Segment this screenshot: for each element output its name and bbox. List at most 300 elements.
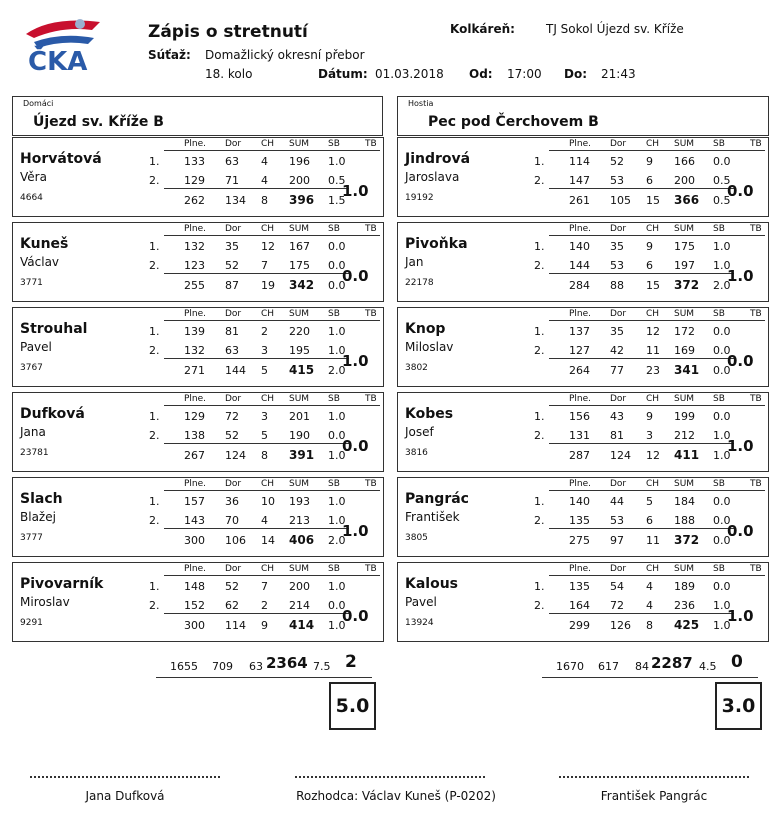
round-cell: 137 [569, 325, 590, 338]
header-line [549, 150, 765, 151]
player-surname: Kuneš [20, 236, 69, 252]
round-cell: 52 [225, 580, 239, 593]
player-firstname: Jana [20, 425, 46, 439]
sum-cell: 14 [261, 534, 275, 547]
column-header: TB [750, 564, 762, 574]
column-header: TB [750, 394, 762, 404]
svg-text:ČKA: ČKA [28, 47, 88, 74]
column-header: Dor [225, 564, 242, 574]
column-header: SUM [289, 564, 310, 574]
round-cell: 63 [225, 344, 239, 357]
round-number: 1. [534, 240, 545, 253]
sum-cell: 372 [674, 533, 700, 547]
column-header: TB [750, 309, 762, 319]
round-cell: 220 [289, 325, 310, 338]
player-firstname: Jaroslava [405, 170, 460, 184]
home-signature-line [30, 776, 220, 778]
round-cell: 36 [225, 495, 239, 508]
away-points: 3.0 [715, 682, 762, 730]
sum-cell: 284 [569, 279, 590, 292]
round-cell: 3 [261, 410, 268, 423]
sum-cell: 1.0 [328, 619, 346, 632]
player-firstname: Václav [20, 255, 60, 269]
round-number: 2. [149, 259, 160, 272]
player-id: 19192 [405, 193, 434, 203]
sum-cell: 8 [261, 194, 268, 207]
round-cell: 1.0 [328, 325, 346, 338]
home-player-card [12, 477, 384, 557]
round-cell: 54 [610, 580, 624, 593]
header-line [164, 150, 380, 151]
sum-cell: 12 [646, 449, 660, 462]
column-header: CH [261, 139, 275, 149]
header-line [549, 575, 765, 576]
column-header: TB [365, 394, 377, 404]
round-cell: 129 [184, 410, 205, 423]
round-cell: 53 [610, 514, 624, 527]
round-cell: 135 [569, 580, 590, 593]
away-total-ch: 84 [635, 660, 649, 673]
player-id: 22178 [405, 278, 434, 288]
column-header: SUM [674, 564, 695, 574]
player-tb: 1.0 [727, 437, 754, 455]
column-header: CH [261, 564, 275, 574]
round-number: 2. [534, 174, 545, 187]
sum-line [549, 188, 734, 189]
home-player-card [12, 307, 384, 387]
home-player-card [12, 562, 384, 642]
sum-cell: 15 [646, 194, 660, 207]
round-cell: 11 [646, 344, 660, 357]
round-cell: 0.0 [328, 599, 346, 612]
round-cell: 12 [261, 240, 275, 253]
kolkaren-value: TJ Sokol Újezd sv. Kříže [546, 22, 684, 36]
home-team-name: Újezd sv. Kříže B [33, 114, 164, 130]
sum-cell: 411 [674, 448, 700, 462]
round-cell: 0.0 [328, 259, 346, 272]
player-firstname: Pavel [405, 595, 437, 609]
away-label: Hostia [408, 99, 434, 108]
round-cell: 114 [569, 155, 590, 168]
sum-cell: 23 [646, 364, 660, 377]
round-number: 2. [149, 344, 160, 357]
sum-line [164, 613, 349, 614]
round-cell: 1.0 [713, 599, 731, 612]
column-header: Dor [610, 139, 627, 149]
column-header: Plne. [184, 564, 207, 574]
home-total-sb: 7.5 [313, 660, 331, 673]
sum-cell: 2.0 [713, 279, 731, 292]
sum-cell: 372 [674, 278, 700, 292]
round-cell: 172 [674, 325, 695, 338]
round-cell: 63 [225, 155, 239, 168]
home-player-card [12, 137, 384, 217]
column-header: Dor [225, 479, 242, 489]
sum-cell: 261 [569, 194, 590, 207]
away-player-card [397, 137, 769, 217]
round-number: 1. [149, 495, 160, 508]
kolo-value: 18. kolo [205, 67, 253, 81]
round-cell: 166 [674, 155, 695, 168]
player-firstname: Jan [405, 255, 424, 269]
round-number: 1. [534, 155, 545, 168]
player-surname: Pivovarník [20, 576, 104, 592]
sum-cell: 105 [610, 194, 631, 207]
header-line [549, 405, 765, 406]
sum-line [164, 188, 349, 189]
player-id: 9291 [20, 618, 43, 628]
round-cell: 199 [674, 410, 695, 423]
sum-line [549, 273, 734, 274]
round-cell: 5 [261, 429, 268, 442]
round-cell: 70 [225, 514, 239, 527]
round-cell: 195 [289, 344, 310, 357]
sum-cell: 1.0 [328, 449, 346, 462]
column-header: SB [328, 564, 340, 574]
column-header: TB [365, 309, 377, 319]
round-cell: 167 [289, 240, 310, 253]
sum-cell: 124 [610, 449, 631, 462]
round-cell: 131 [569, 429, 590, 442]
column-header: Plne. [184, 139, 207, 149]
round-cell: 44 [610, 495, 624, 508]
round-cell: 81 [610, 429, 624, 442]
player-firstname: Blažej [20, 510, 56, 524]
player-id: 3805 [405, 533, 428, 543]
header-line [164, 405, 380, 406]
away-total-tb: 0 [731, 652, 743, 672]
away-player-card [397, 392, 769, 472]
round-number: 2. [534, 344, 545, 357]
round-cell: 7 [261, 259, 268, 272]
player-id: 3777 [20, 533, 43, 543]
column-header: Plne. [569, 139, 592, 149]
round-cell: 52 [610, 155, 624, 168]
away-captain-name: František Pangrác [600, 789, 708, 803]
column-header: CH [646, 479, 660, 489]
round-cell: 1.0 [328, 580, 346, 593]
away-signature-line [559, 776, 749, 778]
column-header: SB [713, 139, 725, 149]
round-cell: 3 [261, 344, 268, 357]
column-header: SB [328, 224, 340, 234]
column-header: Dor [225, 139, 242, 149]
player-firstname: Miloslav [405, 340, 454, 354]
round-cell: 4 [261, 514, 268, 527]
round-cell: 0.0 [328, 240, 346, 253]
round-cell: 193 [289, 495, 310, 508]
round-cell: 52 [225, 429, 239, 442]
round-cell: 175 [674, 240, 695, 253]
round-cell: 0.5 [328, 174, 346, 187]
player-surname: Strouhal [20, 321, 88, 337]
round-number: 2. [149, 514, 160, 527]
round-number: 2. [534, 429, 545, 442]
player-tb: 0.0 [342, 437, 369, 455]
datum-value: 01.03.2018 [375, 67, 444, 81]
round-cell: 135 [569, 514, 590, 527]
sum-cell: 414 [289, 618, 315, 632]
sum-cell: 134 [225, 194, 246, 207]
round-cell: 35 [610, 325, 624, 338]
round-cell: 157 [184, 495, 205, 508]
away-player-card [397, 562, 769, 642]
referee-signature-line [295, 776, 485, 778]
round-cell: 0.0 [713, 325, 731, 338]
round-cell: 236 [674, 599, 695, 612]
sum-line [549, 528, 734, 529]
round-cell: 143 [184, 514, 205, 527]
round-cell: 1.0 [328, 410, 346, 423]
sum-cell: 425 [674, 618, 700, 632]
header-line [549, 235, 765, 236]
referee-name: Rozhodca: Václav Kuneš (P-0202) [296, 789, 496, 803]
round-cell: 9 [646, 240, 653, 253]
round-cell: 43 [610, 410, 624, 423]
column-header: Dor [225, 309, 242, 319]
player-surname: Kalous [405, 576, 459, 592]
player-firstname: Pavel [20, 340, 52, 354]
player-tb: 0.0 [727, 182, 754, 200]
round-cell: 0.0 [328, 429, 346, 442]
home-total-line [156, 677, 372, 678]
round-cell: 197 [674, 259, 695, 272]
column-header: TB [750, 224, 762, 234]
sum-line [164, 443, 349, 444]
home-label: Domáci [23, 99, 54, 108]
round-cell: 0.0 [713, 495, 731, 508]
round-cell: 138 [184, 429, 205, 442]
away-total-plne: 1670 [556, 660, 584, 673]
round-cell: 5 [646, 495, 653, 508]
sutaz-value: Domažlický okresní přebor [205, 48, 365, 62]
cka-logo [22, 16, 104, 74]
home-team-box [12, 96, 383, 136]
sum-cell: 1.5 [328, 194, 346, 207]
column-header: Dor [610, 394, 627, 404]
column-header: CH [646, 564, 660, 574]
round-cell: 9 [646, 410, 653, 423]
column-header: SUM [674, 479, 695, 489]
sum-cell: 2.0 [328, 534, 346, 547]
round-cell: 0.0 [713, 344, 731, 357]
sum-cell: 300 [184, 534, 205, 547]
round-number: 1. [149, 580, 160, 593]
player-tb: 1.0 [342, 352, 369, 370]
away-total-sum: 2287 [651, 654, 693, 672]
sum-cell: 262 [184, 194, 205, 207]
sum-cell: 300 [184, 619, 205, 632]
round-cell: 1.0 [328, 155, 346, 168]
sum-cell: 114 [225, 619, 246, 632]
player-id: 3767 [20, 363, 43, 373]
column-header: SUM [674, 139, 695, 149]
round-number: 1. [534, 325, 545, 338]
round-cell: 127 [569, 344, 590, 357]
column-header: SUM [289, 224, 310, 234]
player-id: 3802 [405, 363, 428, 373]
column-header: Dor [610, 564, 627, 574]
sum-cell: 0.5 [713, 194, 731, 207]
round-cell: 72 [610, 599, 624, 612]
round-cell: 53 [610, 174, 624, 187]
player-tb: 0.0 [342, 267, 369, 285]
round-cell: 175 [289, 259, 310, 272]
round-cell: 1.0 [328, 344, 346, 357]
away-total-dor: 617 [598, 660, 619, 673]
column-header: SUM [289, 139, 310, 149]
player-surname: Dufková [20, 406, 85, 422]
column-header: SB [713, 564, 725, 574]
round-cell: 6 [646, 514, 653, 527]
round-cell: 144 [569, 259, 590, 272]
home-total-ch: 63 [249, 660, 263, 673]
column-header: SB [328, 479, 340, 489]
home-total-sum: 2364 [266, 654, 308, 672]
column-header: Dor [610, 224, 627, 234]
column-header: SB [713, 479, 725, 489]
column-header: CH [646, 394, 660, 404]
round-number: 1. [149, 240, 160, 253]
round-cell: 2 [261, 325, 268, 338]
round-cell: 214 [289, 599, 310, 612]
player-firstname: Věra [20, 170, 47, 184]
round-cell: 148 [184, 580, 205, 593]
sum-cell: 0.0 [328, 279, 346, 292]
column-header: SB [328, 309, 340, 319]
player-id: 3816 [405, 448, 428, 458]
column-header: CH [261, 224, 275, 234]
kolkaren-label: Kolkáreň: [450, 22, 515, 36]
round-cell: 133 [184, 155, 205, 168]
column-header: Plne. [184, 309, 207, 319]
do-value: 21:43 [601, 67, 636, 81]
do-label: Do: [564, 67, 588, 81]
round-cell: 123 [184, 259, 205, 272]
sum-cell: 255 [184, 279, 205, 292]
round-number: 2. [149, 174, 160, 187]
round-cell: 0.0 [713, 514, 731, 527]
round-cell: 35 [610, 240, 624, 253]
away-player-card [397, 307, 769, 387]
player-tb: 1.0 [727, 607, 754, 625]
round-cell: 201 [289, 410, 310, 423]
header-line [549, 320, 765, 321]
sum-cell: 406 [289, 533, 315, 547]
round-cell: 12 [646, 325, 660, 338]
sum-cell: 88 [610, 279, 624, 292]
round-number: 2. [534, 259, 545, 272]
round-cell: 213 [289, 514, 310, 527]
round-cell: 139 [184, 325, 205, 338]
player-surname: Kobes [405, 406, 454, 422]
player-surname: Horvátová [20, 151, 102, 167]
sum-cell: 15 [646, 279, 660, 292]
round-cell: 200 [289, 174, 310, 187]
sum-cell: 267 [184, 449, 205, 462]
sum-cell: 1.0 [713, 449, 731, 462]
column-header: SUM [289, 309, 310, 319]
round-cell: 81 [225, 325, 239, 338]
sum-cell: 391 [289, 448, 315, 462]
round-number: 1. [149, 325, 160, 338]
round-number: 1. [149, 155, 160, 168]
home-total-dor: 709 [212, 660, 233, 673]
sum-cell: 87 [225, 279, 239, 292]
player-surname: Jindrová [405, 151, 471, 167]
round-cell: 189 [674, 580, 695, 593]
column-header: Dor [610, 309, 627, 319]
sum-line [164, 528, 349, 529]
away-total-sb: 4.5 [699, 660, 717, 673]
round-cell: 164 [569, 599, 590, 612]
header-line [164, 490, 380, 491]
player-firstname: Miroslav [20, 595, 70, 609]
sum-cell: 11 [646, 534, 660, 547]
sum-cell: 2.0 [328, 364, 346, 377]
column-header: SB [713, 394, 725, 404]
round-cell: 212 [674, 429, 695, 442]
header-line [164, 320, 380, 321]
round-number: 1. [149, 410, 160, 423]
player-tb: 0.0 [727, 522, 754, 540]
sum-cell: 299 [569, 619, 590, 632]
round-cell: 71 [225, 174, 239, 187]
away-team-box [397, 96, 769, 136]
column-header: SUM [289, 394, 310, 404]
round-number: 2. [534, 599, 545, 612]
sum-cell: 342 [289, 278, 315, 292]
od-value: 17:00 [507, 67, 542, 81]
datum-label: Dátum: [318, 67, 368, 81]
sum-cell: 271 [184, 364, 205, 377]
round-cell: 132 [184, 344, 205, 357]
column-header: Plne. [569, 394, 592, 404]
sum-cell: 0.0 [713, 364, 731, 377]
sum-cell: 97 [610, 534, 624, 547]
column-header: Plne. [569, 224, 592, 234]
round-cell: 0.0 [713, 580, 731, 593]
column-header: SUM [674, 224, 695, 234]
round-number: 2. [149, 429, 160, 442]
sum-cell: 366 [674, 193, 700, 207]
column-header: SB [328, 394, 340, 404]
round-cell: 52 [225, 259, 239, 272]
sum-line [164, 358, 349, 359]
column-header: SUM [674, 309, 695, 319]
sum-cell: 396 [289, 193, 315, 207]
column-header: Dor [225, 224, 242, 234]
sum-cell: 287 [569, 449, 590, 462]
player-surname: Pivoňka [405, 236, 468, 252]
player-id: 3771 [20, 278, 43, 288]
header-line [164, 575, 380, 576]
away-total-line [542, 677, 758, 678]
sum-line [164, 273, 349, 274]
player-firstname: Josef [405, 425, 434, 439]
round-cell: 0.0 [713, 155, 731, 168]
round-cell: 169 [674, 344, 695, 357]
sum-cell: 264 [569, 364, 590, 377]
home-total-tb: 2 [345, 652, 357, 672]
player-tb: 1.0 [727, 267, 754, 285]
away-player-card [397, 222, 769, 302]
away-team-name: Pec pod Čerchovem B [428, 114, 599, 130]
player-surname: Slach [20, 491, 63, 507]
column-header: SB [713, 224, 725, 234]
round-cell: 1.0 [328, 495, 346, 508]
round-cell: 1.0 [713, 240, 731, 253]
